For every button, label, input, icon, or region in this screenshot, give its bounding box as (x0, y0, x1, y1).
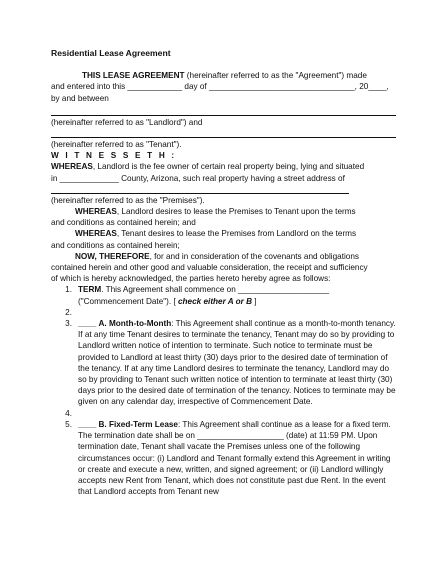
clause-body-empty (78, 408, 396, 419)
term-heading: TERM (78, 285, 102, 295)
intro-paragraph (51, 70, 396, 81)
clause-number: 5. (65, 419, 72, 429)
option-b-blank[interactable]: ____ (78, 419, 97, 429)
street-address-line[interactable] (51, 184, 349, 194)
fixed-term-text: : This Agreement shall continue as a lease for a fixed term. The termination date shall be on ___________________ (date) at 11:59 PM. Upon termination date, Tenant shall vacate the Premises unless one of the following circumstances occur: (i) Landlord and Tenant formally extend this Agreement in writing or create and execute a new, written, and signed agreement; or (ii) Landlord willingly accepts new Rent from Tenant, which does not constitute past due Rent. In the event that Landlord accepts from Tenant new (78, 419, 391, 497)
now-therefore-bold: NOW, THEREFORE (75, 251, 150, 261)
month-to-month-text: : This Agreement shall continue as a month-to-month tenancy. If at any time Tenant desires to terminate the tenancy, Tenant may do so by providing to Landlord written notice of intention to terminate. Such notice to terminate must be provided to Landlord at least thirty (30) days prior to the desired date of termination of the tenancy. If at any time Landlord desires to terminate the tenancy, Landlord may do so by providing to Tenant such written notice of intention to terminate at least thirty (30) days prior to the desired date of termination of the tenancy. Notices to terminate may be given on any calendar day, irrespective of Commencement Date. (78, 319, 396, 407)
now-therefore-text: , for and in consideration of the covenants and obligations (149, 251, 359, 261)
option-a-blank[interactable]: ____ (78, 319, 97, 329)
term-text: . This Agreement shall commence on ____________________ (101, 285, 330, 295)
witnesseth-heading: W I T N E S S E T H : (51, 151, 177, 161)
clause-body-empty (78, 307, 396, 318)
clause-4 (51, 408, 396, 419)
tenant-reference: (hereinafter referred to as "Tenant"). (51, 140, 182, 150)
now-therefore-line-1 (51, 251, 396, 262)
whereas-2-line-1 (51, 206, 396, 217)
landlord-name-line[interactable] (51, 106, 396, 116)
intro-line-3: by and between (51, 93, 109, 103)
month-to-month-heading: A. Month-to-Month (98, 319, 172, 329)
whereas-3-bold: WHEREAS (75, 229, 117, 239)
document-title: Residential Lease Agreement (51, 48, 171, 58)
clause-1 (51, 284, 396, 306)
clause-2 (51, 307, 396, 318)
whereas-2-text: , Landlord desires to lease the Premises to Tenant upon the terms (116, 207, 356, 217)
term-text-2: ("Commencement Date"). [ (78, 296, 178, 306)
now-therefore-line-2: contained herein and other good and valuable consideration, the receipt and sufficiency (51, 263, 368, 273)
lease-document (51, 48, 396, 497)
whereas-3-line-2: and conditions as contained herein; (51, 240, 180, 250)
whereas-1-bold: WHEREAS (51, 162, 93, 172)
premises-reference: (hereinafter referred to as the "Premises"). (51, 195, 205, 205)
whereas-2-line-2: and conditions as contained herein; and (51, 218, 196, 228)
tenant-name-line[interactable] (51, 128, 396, 138)
check-instruction: check either A or B (178, 296, 253, 306)
intro-line-2: and entered into this ____________ day of ________________________________, 20____, (51, 82, 389, 92)
clause-body (78, 318, 396, 408)
whereas-1-line-1 (51, 161, 396, 172)
intro-bold: THIS LEASE AGREEMENT (82, 71, 185, 81)
fixed-term-heading: B. Fixed-Term Lease (98, 419, 178, 429)
whereas-2-bold: WHEREAS (75, 207, 117, 217)
landlord-reference: (hereinafter referred to as "Landlord") and (51, 117, 203, 127)
clause-5 (51, 419, 396, 497)
now-therefore-line-3: of which is hereby acknowledged, the parties hereto hereby agree as follows: (51, 274, 331, 284)
clause-number: 3. (65, 319, 72, 329)
whereas-1-line-2: in _____________ County, Arizona, such real property having a street address of (51, 173, 345, 183)
clause-body (78, 419, 396, 497)
whereas-3-text: , Tenant desires to lease the Premises from Landlord on the terms (116, 229, 357, 239)
clause-number: 1. (65, 285, 72, 295)
clause-list (51, 284, 396, 497)
clause-number: 2. (65, 307, 72, 317)
term-text-3: ] (252, 296, 257, 306)
clause-body (78, 284, 396, 306)
intro-text-1: (hereinafter referred to as the "Agreement") made (184, 71, 367, 81)
whereas-1-text: , Landlord is the fee owner of certain real property being, lying and situated (92, 162, 365, 172)
whereas-3-line-1 (51, 228, 396, 239)
clause-3 (51, 318, 396, 408)
clause-number: 4. (65, 408, 72, 418)
